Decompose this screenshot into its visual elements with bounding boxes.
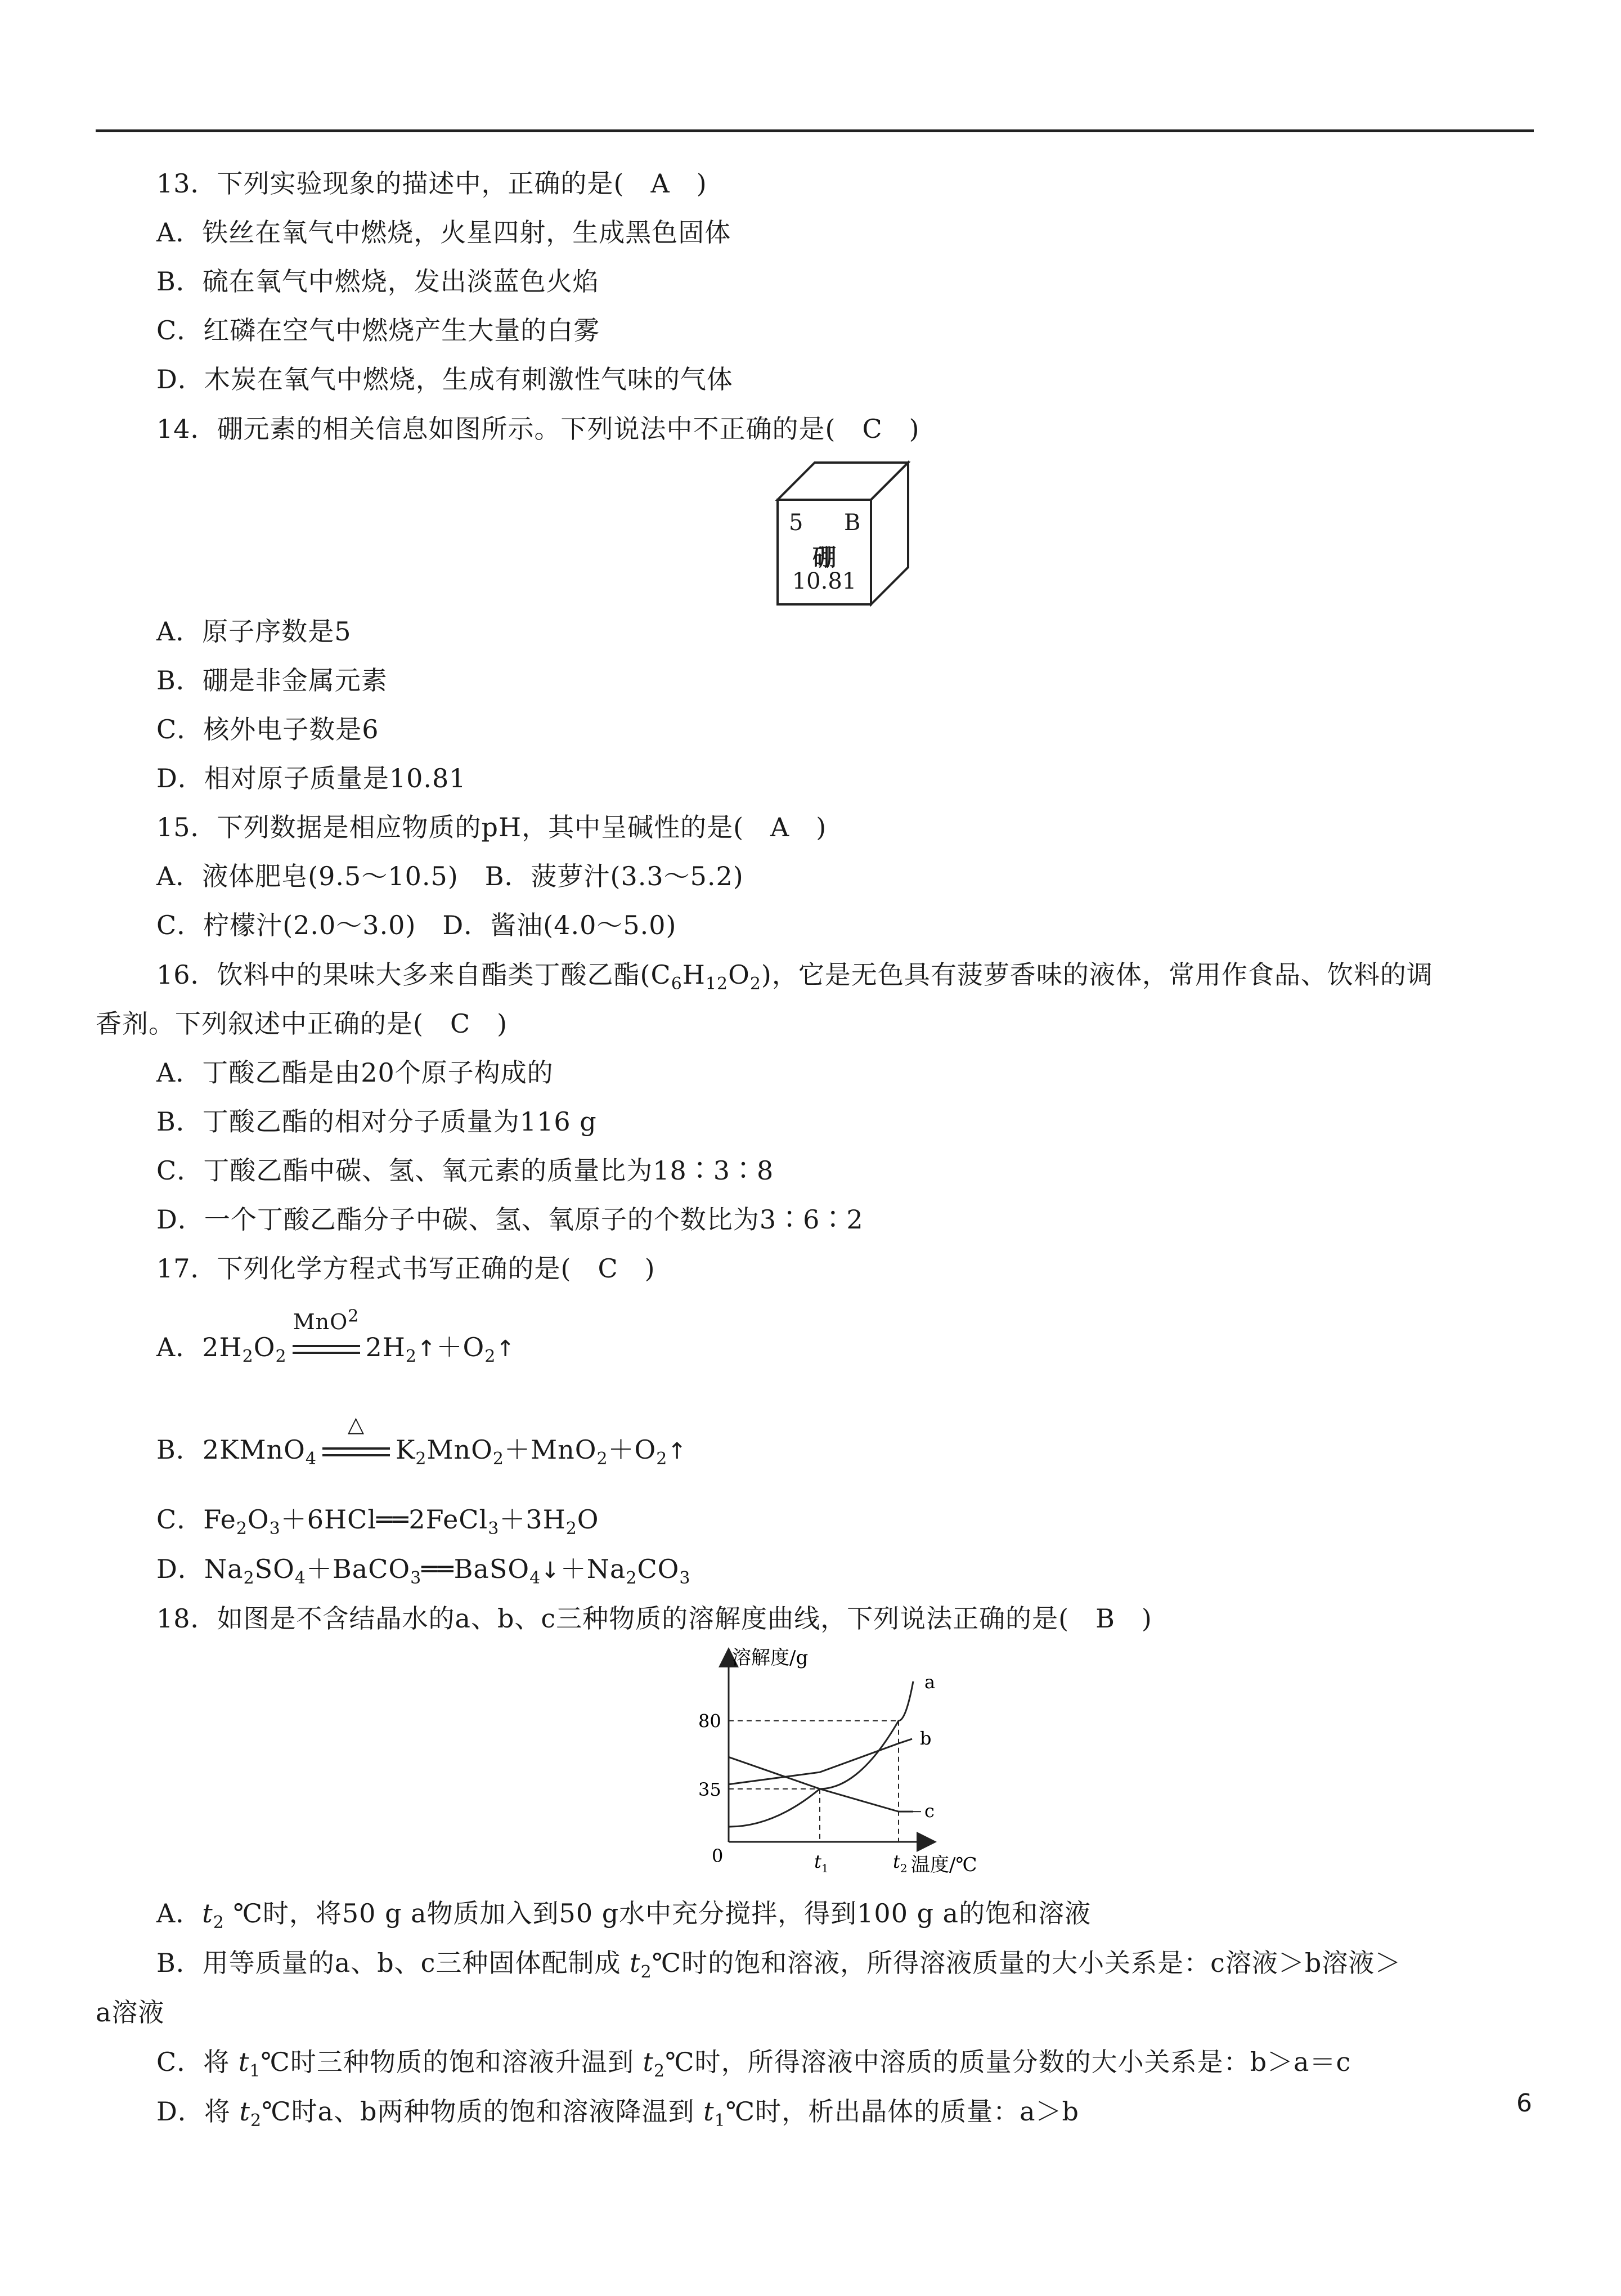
q16-stem: 16．饮料中的果味大多来自酯类丁酸乙酯$(C_6H_{12}O_2)$，它是无色具有菠萝香味的液体，常用作食品、饮料的调 [156,959,1433,994]
element-symbol: B [844,510,861,536]
q18-option-b: B．用等质量的a、b、c三种固体配制成 $t_2℃$时的饱和溶液，所得溶液质量的大小关系是：c溶液＞b溶液＞ [156,1948,1402,1983]
q18-option-d: D．将 $t_2℃$时a、b两种物质的饱和溶液降温到 $t_1℃$时，析出晶体的质量：a＞b [156,2096,1079,2131]
q16-option-c: C．丁酸乙酯中碳、氢、氧元素的质量比为18∶3∶8 [156,1155,774,1186]
header-rule [96,129,1534,132]
q14-option-c: C．核外电子数是6 [156,714,379,745]
x-axis-label: 温度/℃ [911,1854,977,1876]
x-tick-label: $t_2$ [893,1851,908,1875]
q17-option-d: D．$Na_2SO_4+BaCO_3══BaSO_4↓+Na_2CO_3$ [156,1554,691,1589]
q15-options-cd: C．柠檬汁(2.0～3.0) D．酱油(4.0～5.0) [156,910,677,940]
q16-option-b: B．丁酸乙酯的相对分子质量为116 g [156,1106,597,1137]
series-line-c [729,1757,913,1811]
element-name: 硼 [812,544,836,571]
q15-options-ab: A．液体肥皂(9.5～10.5) B．菠萝汁(3.3～5.2) [156,861,744,891]
reaction-condition: △ [322,1447,390,1456]
q13-stem: 13．下列实验现象的描述中，正确的是( A ) [156,168,707,199]
q17-option-c: C．$Fe_2O_3+6HCl══2FeCl_3+3H_2O$ [156,1504,599,1539]
origin-label: 0 [712,1845,724,1867]
series-label-a: a [924,1671,936,1693]
q16-option-d: D．一个丁酸乙酯分子中碳、氢、氧原子的个数比为3∶6∶2 [156,1204,864,1235]
element-number: 5 [789,510,803,536]
q16-option-a: A．丁酸乙酯是由20个原子构成的 [156,1057,554,1088]
q15-stem: 15．下列数据是相应物质的pH，其中呈碱性的是( A ) [156,812,827,842]
q18-stem: 18．如图是不含结晶水的a、b、c三种物质的溶解度曲线，下列说法正确的是( B ) [156,1603,1152,1634]
series-line-b [729,1739,912,1784]
gas-arrow-icon: ↑ [417,1336,437,1362]
gas-arrow-icon: ↑ [496,1336,515,1362]
q14-stem: 14．硼元素的相关信息如图所示。下列说法中不正确的是( C ) [156,414,920,444]
q14-option-b: B．硼是非金属元素 [156,665,388,696]
q13-option-a: A．铁丝在氧气中燃烧，火星四射，生成黑色固体 [156,217,731,248]
q18-option-b-cont: a溶液 [96,1997,165,2028]
precipitate-arrow-icon: ↓ [541,1558,560,1584]
series-line-a [729,1681,913,1827]
q14-option-a: A．原子序数是5 [156,616,352,647]
q16-stem-cont: 香剂。下列叙述中正确的是( C ) [96,1008,508,1039]
q13-option-b: B．硫在氧气中燃烧，发出淡蓝色火焰 [156,266,599,297]
element-mass: 10.81 [792,568,857,594]
y-tick-label: 35 [698,1778,721,1800]
q13-option-c: C．红磷在空气中燃烧产生大量的白雾 [156,315,600,346]
series-label-b: b [920,1728,932,1750]
solubility-chart [689,1646,993,1894]
q17-stem: 17．下列化学方程式书写正确的是( C ) [156,1253,655,1284]
element-card [775,460,910,607]
q14-option-d: D．相对原子质量是10.81 [156,763,466,793]
page-number: 6 [1516,2089,1532,2118]
q18-option-a: A．$t_2$ ℃时，将50 g a物质加入到50 g水中充分搅拌，得到100 g a的饱和溶液 [156,1898,1092,1933]
gas-arrow-icon: ↑ [667,1438,687,1464]
q13-option-d: D．木炭在氧气中燃烧，生成有刺激性气味的气体 [156,364,733,394]
y-axis-label: 溶解度/g [732,1647,809,1669]
q18-option-c: C．将 $t_1℃$时三种物质的饱和溶液升温到 $t_2℃$时，所得溶液中溶质的质量分数的大小关系是：b＞a＝c [156,2047,1351,2082]
series-label-c: c [924,1800,935,1822]
reaction-condition: MnO$^2$ [293,1345,360,1354]
x-tick-label: $t_1$ [814,1851,829,1875]
q17-option-a: A．$2H_2O_2$ MnO$^2$ $2H_2↑+O_2↑$ [156,1306,515,1367]
q17-option-b: B．2KMnO$_4$ △ $K_2MnO_2+MnO_2+O_2↑$ [156,1412,687,1469]
y-tick-label: 80 [698,1710,721,1732]
